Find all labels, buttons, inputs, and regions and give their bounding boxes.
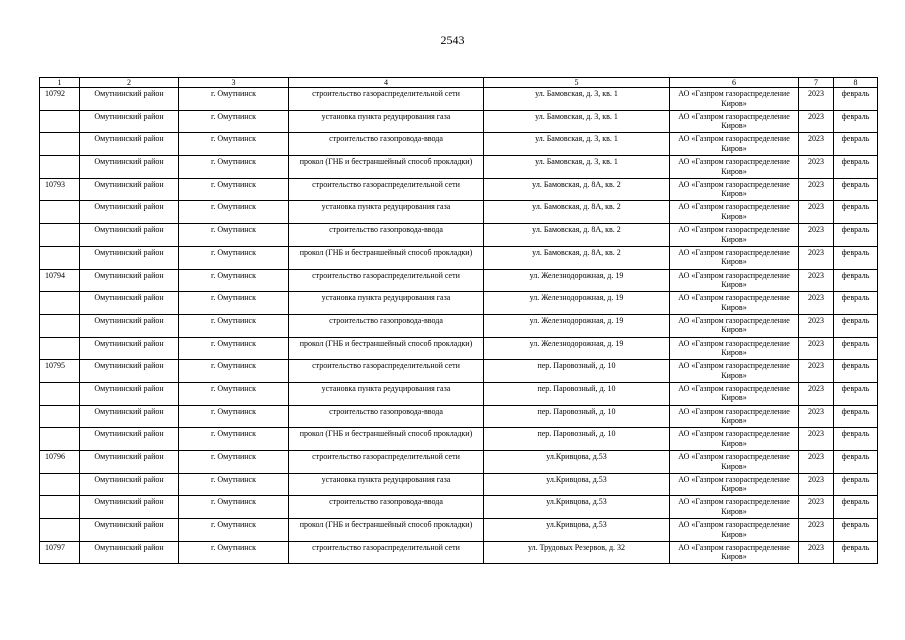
month-cell: февраль	[834, 292, 878, 315]
city-cell: г. Омутнинск	[179, 224, 289, 247]
city-cell: г. Омутнинск	[179, 473, 289, 496]
city-cell: г. Омутнинск	[179, 405, 289, 428]
record-number-cell: 10795	[40, 360, 80, 383]
table-row	[40, 110, 878, 133]
month-cell: февраль	[834, 382, 878, 405]
organization-cell: АО «Газпром газораспределение Киров»	[670, 269, 799, 292]
year-cell: 2023	[799, 337, 834, 360]
work-type-cell: прокол (ГНБ и бестраншейный способ прокладки)	[289, 246, 484, 269]
address-cell: пер. Паровозный, д. 10	[484, 382, 670, 405]
district-cell: Омутнинский район	[80, 541, 179, 564]
work-type-cell: прокол (ГНБ и бестраншейный способ прокладки)	[289, 428, 484, 451]
page-number: 2543	[440, 33, 465, 47]
year-cell: 2023	[799, 224, 834, 247]
organization-cell: АО «Газпром газораспределение Киров»	[670, 224, 799, 247]
address-cell: пер. Паровозный, д. 10	[484, 428, 670, 451]
month-cell: февраль	[834, 224, 878, 247]
record-number-cell	[40, 473, 80, 496]
city-cell: г. Омутнинск	[179, 88, 289, 111]
organization-cell: АО «Газпром газораспределение Киров»	[670, 156, 799, 179]
address-cell: ул.Кривцова, д.53	[484, 451, 670, 474]
year-cell: 2023	[799, 201, 834, 224]
city-cell: г. Омутнинск	[179, 519, 289, 542]
district-cell: Омутнинский район	[80, 428, 179, 451]
column-number: 5	[484, 78, 670, 88]
work-type-cell: строительство газопровода-ввода	[289, 314, 484, 337]
record-number-cell	[40, 382, 80, 405]
work-type-cell: строительство газораспределительной сети	[289, 88, 484, 111]
organization-cell: АО «Газпром газораспределение Киров»	[670, 451, 799, 474]
record-number-cell	[40, 314, 80, 337]
year-cell: 2023	[799, 451, 834, 474]
city-cell: г. Омутнинск	[179, 110, 289, 133]
address-cell: ул.Кривцова, д.53	[484, 519, 670, 542]
column-number: 4	[289, 78, 484, 88]
district-cell: Омутнинский район	[80, 224, 179, 247]
city-cell: г. Омутнинск	[179, 541, 289, 564]
work-type-cell: установка пункта редуцирования газа	[289, 382, 484, 405]
work-type-cell: прокол (ГНБ и бестраншейный способ прокладки)	[289, 519, 484, 542]
table-row	[40, 337, 878, 360]
month-cell: февраль	[834, 201, 878, 224]
table-row	[40, 405, 878, 428]
organization-cell: АО «Газпром газораспределение Киров»	[670, 519, 799, 542]
work-type-cell: прокол (ГНБ и бестраншейный способ прокладки)	[289, 156, 484, 179]
address-cell: ул. Железнодорожная, д. 19	[484, 269, 670, 292]
work-type-cell: строительство газораспределительной сети	[289, 360, 484, 383]
table-row	[40, 496, 878, 519]
column-number: 3	[179, 78, 289, 88]
district-cell: Омутнинский район	[80, 382, 179, 405]
organization-cell: АО «Газпром газораспределение Киров»	[670, 292, 799, 315]
year-cell: 2023	[799, 88, 834, 111]
record-number-cell	[40, 156, 80, 179]
organization-cell: АО «Газпром газораспределение Киров»	[670, 473, 799, 496]
work-type-cell: строительство газораспределительной сети	[289, 269, 484, 292]
column-number: 7	[799, 78, 834, 88]
district-cell: Омутнинский район	[80, 337, 179, 360]
year-cell: 2023	[799, 314, 834, 337]
district-cell: Омутнинский район	[80, 133, 179, 156]
city-cell: г. Омутнинск	[179, 133, 289, 156]
table-row	[40, 428, 878, 451]
organization-cell: АО «Газпром газораспределение Киров»	[670, 314, 799, 337]
year-cell: 2023	[799, 382, 834, 405]
year-cell: 2023	[799, 496, 834, 519]
table-row	[40, 269, 878, 292]
organization-cell: АО «Газпром газораспределение Киров»	[670, 201, 799, 224]
record-number-cell	[40, 133, 80, 156]
year-cell: 2023	[799, 269, 834, 292]
data-table	[39, 77, 878, 564]
month-cell: февраль	[834, 451, 878, 474]
organization-cell: АО «Газпром газораспределение Киров»	[670, 405, 799, 428]
year-cell: 2023	[799, 178, 834, 201]
address-cell: ул. Бамовская, д. 3, кв. 1	[484, 133, 670, 156]
work-type-cell: прокол (ГНБ и бестраншейный способ прокладки)	[289, 337, 484, 360]
table-row	[40, 156, 878, 179]
organization-cell: АО «Газпром газораспределение Киров»	[670, 428, 799, 451]
month-cell: февраль	[834, 428, 878, 451]
month-cell: февраль	[834, 405, 878, 428]
table-row	[40, 88, 878, 111]
work-type-cell: строительство газораспределительной сети	[289, 541, 484, 564]
month-cell: февраль	[834, 133, 878, 156]
city-cell: г. Омутнинск	[179, 337, 289, 360]
record-number-cell	[40, 201, 80, 224]
year-cell: 2023	[799, 541, 834, 564]
district-cell: Омутнинский район	[80, 496, 179, 519]
district-cell: Омутнинский район	[80, 110, 179, 133]
year-cell: 2023	[799, 133, 834, 156]
column-number: 1	[40, 78, 80, 88]
record-number-cell: 10796	[40, 451, 80, 474]
address-cell: пер. Паровозный, д. 10	[484, 360, 670, 383]
work-type-cell: строительство газопровода-ввода	[289, 405, 484, 428]
district-cell: Омутнинский район	[80, 519, 179, 542]
table-row	[40, 360, 878, 383]
district-cell: Омутнинский район	[80, 178, 179, 201]
table-row	[40, 541, 878, 564]
organization-cell: АО «Газпром газораспределение Киров»	[670, 110, 799, 133]
address-cell: ул. Бамовская, д. 3, кв. 1	[484, 156, 670, 179]
year-cell: 2023	[799, 246, 834, 269]
organization-cell: АО «Газпром газораспределение Киров»	[670, 360, 799, 383]
month-cell: февраль	[834, 337, 878, 360]
work-type-cell: установка пункта редуцирования газа	[289, 473, 484, 496]
city-cell: г. Омутнинск	[179, 360, 289, 383]
address-cell: ул. Бамовская, д. 3, кв. 1	[484, 88, 670, 111]
city-cell: г. Омутнинск	[179, 292, 289, 315]
district-cell: Омутнинский район	[80, 156, 179, 179]
table-row	[40, 133, 878, 156]
address-cell: ул. Железнодорожная, д. 19	[484, 292, 670, 315]
year-cell: 2023	[799, 519, 834, 542]
record-number-cell	[40, 428, 80, 451]
work-type-cell: строительство газопровода-ввода	[289, 133, 484, 156]
city-cell: г. Омутнинск	[179, 178, 289, 201]
table-row	[40, 178, 878, 201]
address-cell: ул.Кривцова, д.53	[484, 496, 670, 519]
record-number-cell: 10797	[40, 541, 80, 564]
record-number-cell	[40, 224, 80, 247]
district-cell: Омутнинский район	[80, 451, 179, 474]
year-cell: 2023	[799, 405, 834, 428]
record-number-cell	[40, 246, 80, 269]
month-cell: февраль	[834, 360, 878, 383]
month-cell: февраль	[834, 541, 878, 564]
record-number-cell	[40, 337, 80, 360]
table-row	[40, 519, 878, 542]
year-cell: 2023	[799, 360, 834, 383]
month-cell: февраль	[834, 88, 878, 111]
work-type-cell: установка пункта редуцирования газа	[289, 110, 484, 133]
month-cell: февраль	[834, 269, 878, 292]
city-cell: г. Омутнинск	[179, 496, 289, 519]
column-number: 2	[80, 78, 179, 88]
record-number-cell	[40, 519, 80, 542]
month-cell: февраль	[834, 314, 878, 337]
month-cell: февраль	[834, 519, 878, 542]
address-cell: ул. Бамовская, д. 8А, кв. 2	[484, 178, 670, 201]
table-row	[40, 201, 878, 224]
table-row	[40, 382, 878, 405]
column-number: 8	[834, 78, 878, 88]
city-cell: г. Омутнинск	[179, 314, 289, 337]
district-cell: Омутнинский район	[80, 405, 179, 428]
column-number: 6	[670, 78, 799, 88]
organization-cell: АО «Газпром газораспределение Киров»	[670, 337, 799, 360]
table-row	[40, 451, 878, 474]
address-cell: ул.Кривцова, д.53	[484, 473, 670, 496]
table-row	[40, 246, 878, 269]
district-cell: Омутнинский район	[80, 314, 179, 337]
work-type-cell: строительство газораспределительной сети	[289, 178, 484, 201]
organization-cell: АО «Газпром газораспределение Киров»	[670, 88, 799, 111]
organization-cell: АО «Газпром газораспределение Киров»	[670, 133, 799, 156]
year-cell: 2023	[799, 428, 834, 451]
organization-cell: АО «Газпром газораспределение Киров»	[670, 178, 799, 201]
year-cell: 2023	[799, 292, 834, 315]
district-cell: Омутнинский район	[80, 292, 179, 315]
district-cell: Омутнинский район	[80, 246, 179, 269]
city-cell: г. Омутнинск	[179, 156, 289, 179]
record-number-cell: 10793	[40, 178, 80, 201]
district-cell: Омутнинский район	[80, 201, 179, 224]
record-number-cell	[40, 405, 80, 428]
year-cell: 2023	[799, 110, 834, 133]
city-cell: г. Омутнинск	[179, 246, 289, 269]
city-cell: г. Омутнинск	[179, 269, 289, 292]
district-cell: Омутнинский район	[80, 269, 179, 292]
city-cell: г. Омутнинск	[179, 428, 289, 451]
table-row	[40, 224, 878, 247]
organization-cell: АО «Газпром газораспределение Киров»	[670, 382, 799, 405]
work-type-cell: установка пункта редуцирования газа	[289, 292, 484, 315]
record-number-cell	[40, 292, 80, 315]
table-row	[40, 314, 878, 337]
organization-cell: АО «Газпром газораспределение Киров»	[670, 246, 799, 269]
city-cell: г. Омутнинск	[179, 451, 289, 474]
table-row	[40, 473, 878, 496]
address-cell: пер. Паровозный, д. 10	[484, 405, 670, 428]
table-row	[40, 292, 878, 315]
address-cell: ул. Бамовская, д. 8А, кв. 2	[484, 224, 670, 247]
city-cell: г. Омутнинск	[179, 201, 289, 224]
address-cell: ул. Бамовская, д. 8А, кв. 2	[484, 246, 670, 269]
address-cell: ул. Железнодорожная, д. 19	[484, 337, 670, 360]
district-cell: Омутнинский район	[80, 360, 179, 383]
work-type-cell: строительство газопровода-ввода	[289, 496, 484, 519]
work-type-cell: строительство газопровода-ввода	[289, 224, 484, 247]
district-cell: Омутнинский район	[80, 88, 179, 111]
month-cell: февраль	[834, 110, 878, 133]
month-cell: февраль	[834, 178, 878, 201]
record-number-cell: 10792	[40, 88, 80, 111]
work-type-cell: строительство газораспределительной сети	[289, 451, 484, 474]
month-cell: февраль	[834, 246, 878, 269]
organization-cell: АО «Газпром газораспределение Киров»	[670, 541, 799, 564]
year-cell: 2023	[799, 473, 834, 496]
address-cell: ул. Бамовская, д. 3, кв. 1	[484, 110, 670, 133]
column-number-row	[40, 78, 878, 88]
month-cell: февраль	[834, 473, 878, 496]
month-cell: февраль	[834, 156, 878, 179]
organization-cell: АО «Газпром газораспределение Киров»	[670, 496, 799, 519]
work-type-cell: установка пункта редуцирования газа	[289, 201, 484, 224]
record-number-cell	[40, 496, 80, 519]
address-cell: ул. Бамовская, д. 8А, кв. 2	[484, 201, 670, 224]
district-cell: Омутнинский район	[80, 473, 179, 496]
record-number-cell	[40, 110, 80, 133]
address-cell: ул. Железнодорожная, д. 19	[484, 314, 670, 337]
year-cell: 2023	[799, 156, 834, 179]
city-cell: г. Омутнинск	[179, 382, 289, 405]
record-number-cell: 10794	[40, 269, 80, 292]
month-cell: февраль	[834, 496, 878, 519]
address-cell: ул. Трудовых Резервов, д. 32	[484, 541, 670, 564]
